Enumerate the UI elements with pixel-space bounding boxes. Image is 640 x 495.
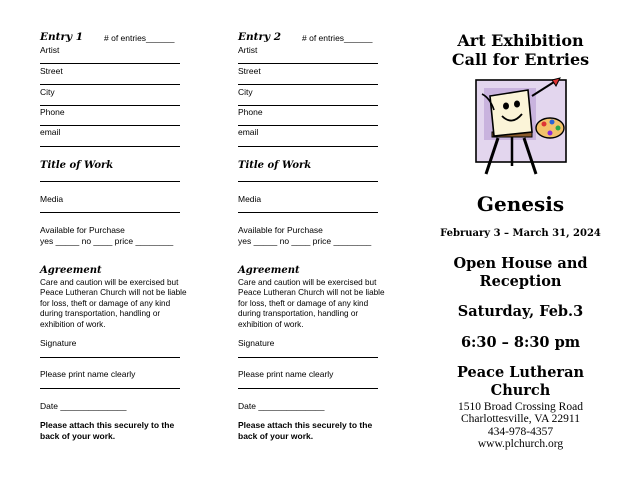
price-line[interactable]: yes _____ no ____ price ________ <box>238 236 372 246</box>
open-house-heading: Open House and Reception <box>453 255 588 290</box>
agreement-text: Care and caution will be exercised but Peace Lutheran Church will not be liable for loss, theft or damage of any kind during transportation, handling or exhibition of work. <box>238 278 385 329</box>
print-name-label: Please print name clearly <box>40 369 136 379</box>
title-of-work-line[interactable] <box>40 181 180 182</box>
title-of-work-line[interactable] <box>238 181 378 182</box>
phone-label: Phone <box>238 107 263 117</box>
phone-line[interactable] <box>40 125 180 126</box>
artist-label: Artist <box>238 45 258 55</box>
media-line[interactable] <box>238 212 378 213</box>
available-label: Available for Purchase <box>40 225 125 235</box>
entries-count-field[interactable]: # of entries______ <box>104 33 175 43</box>
street-label: Street <box>40 66 63 76</box>
email-label: email <box>40 127 61 137</box>
church-address: 1510 Broad Crossing Road <box>458 401 583 413</box>
entry-1-title: Entry 1 <box>40 31 84 43</box>
print-name-line[interactable] <box>238 388 378 389</box>
church-city: Charlottesville, VA 22911 <box>461 413 580 426</box>
city-label: City <box>238 87 253 97</box>
city-line[interactable] <box>40 105 180 106</box>
signature-label: Signature <box>40 338 77 348</box>
artist-label: Artist <box>40 45 60 55</box>
artist-line[interactable] <box>238 63 378 64</box>
church-name: Peace Lutheran Church <box>456 364 585 399</box>
agreement-text: Care and caution will be exercised but Peace Lutheran Church will not be liable for loss, theft or damage of any kind during transportation, handling or exhibition of work. <box>40 278 187 329</box>
phone-label: Phone <box>40 107 65 117</box>
print-name-line[interactable] <box>40 388 180 389</box>
title-of-work-heading: Title of Work <box>40 160 114 171</box>
media-label: Media <box>40 194 64 204</box>
print-name-label: Please print name clearly <box>238 369 334 379</box>
flyer-title: Art Exhibition Call for Entries <box>451 31 590 69</box>
entry-2-title: Entry 2 <box>238 31 282 43</box>
church-contact <box>428 401 613 451</box>
agreement-heading: Agreement <box>238 265 300 276</box>
exhibit-name: Genesis <box>476 192 565 216</box>
agreement-heading: Agreement <box>40 265 102 276</box>
event-time: 6:30 – 8:30 pm <box>460 334 581 351</box>
attach-note: Please attach this securely to the back of your work. <box>40 420 175 441</box>
date-field[interactable]: Date ______________ <box>238 401 325 411</box>
city-line[interactable] <box>238 105 378 106</box>
easel-illustration <box>470 76 570 176</box>
email-line[interactable] <box>40 146 180 147</box>
street-line[interactable] <box>238 84 378 85</box>
street-label: Street <box>238 66 261 76</box>
artist-line[interactable] <box>40 63 180 64</box>
email-label: email <box>238 127 259 137</box>
title-of-work-heading: Title of Work <box>238 160 312 171</box>
entries-count-field[interactable]: # of entries______ <box>302 33 373 43</box>
date-field[interactable]: Date ______________ <box>40 401 127 411</box>
church-phone: 434-978-4357 <box>487 425 554 438</box>
event-day: Saturday, Feb.3 <box>457 303 584 320</box>
signature-line[interactable] <box>40 357 180 358</box>
media-label: Media <box>238 194 262 204</box>
attach-note: Please attach this securely to the back of your work. <box>238 420 373 441</box>
email-line[interactable] <box>238 146 378 147</box>
street-line[interactable] <box>40 84 180 85</box>
signature-line[interactable] <box>238 357 378 358</box>
signature-label: Signature <box>238 338 275 348</box>
church-website[interactable]: www.plchurch.org <box>477 438 564 451</box>
exhibit-dates: February 3 – March 31, 2024 <box>440 228 601 239</box>
available-label: Available for Purchase <box>238 225 323 235</box>
city-label: City <box>40 87 55 97</box>
price-line[interactable]: yes _____ no ____ price ________ <box>40 236 174 246</box>
media-line[interactable] <box>40 212 180 213</box>
phone-line[interactable] <box>238 125 378 126</box>
